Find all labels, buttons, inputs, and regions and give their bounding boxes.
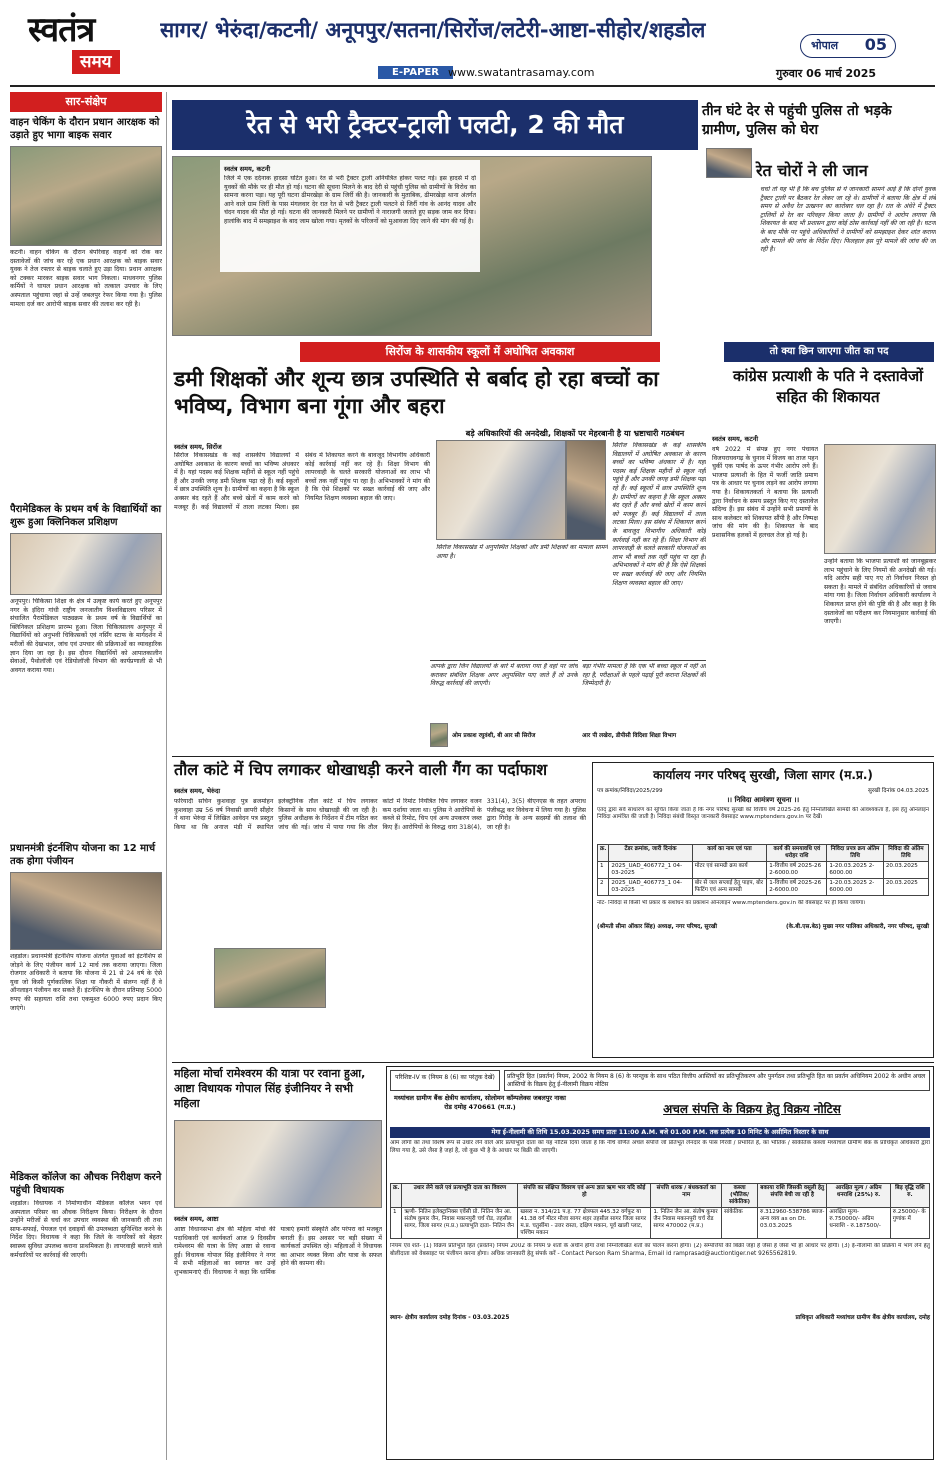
sidebar-story-1-title: वाहन चेकिंग के दौरान प्रधान आरक्षक को उड़ाते हुए भागा बाइक सवार — [10, 117, 160, 141]
section-rule-2 — [172, 1062, 934, 1063]
schools-quote-2 — [582, 660, 706, 752]
sidebar-story-4-title: मेडिकल कॉलेज का औचक निरीक्षण करने पहुंची विधायक — [10, 1172, 162, 1196]
auction-notice — [386, 1066, 934, 1460]
quote-1-avatar — [430, 723, 448, 747]
masthead-cities: सागर/ भेरुंदा/कटनी/ अनूपपुर/सतना/सिरोंज/लटेरी-आष्टा-सीहोर/शहडोल — [160, 18, 706, 42]
lead-inset-photo — [706, 148, 752, 178]
table-row: 2 2025_UAD_406773_1 04-03-2025 बोर से जल सप्लाई हेतु पाइप, बोर फिटिंग एवं अन्य सामग्री 1-वित्तीय वर्ष 2025-26 2-6000.00 1-20.03.2025 2-6000.00 20.03.2025 — [598, 879, 929, 896]
auction-footer-right: प्राधिकृत अधिकारी मध्यांचल ग्रामीण बैंक क्षेत्रीय कार्यालय, दमोह — [795, 1315, 930, 1322]
website-link[interactable]: www.swatantrasamay.com — [448, 66, 595, 79]
yatra-photo — [174, 1120, 382, 1208]
sidebar-story-4-body: शहडोल। विधायक ने निर्माणाधीन मेडिकल कॉलेज भवन एवं अस्पताल परिसर का औचक निरीक्षण किया। निरीक्षण के दौरान उन्होंने मरीजों से चर्चा कर उपचार व्यवस्था की जानकारी ली तथा साफ-सफाई, पेयजल एवं दवाइयों की उपलब्धता सुनिश्चित करने के निर्देश दिए। विधायक ने कहा कि जिले के नागरिकों को बेहतर स्वास्थ्य सुविधा उपलब्ध कराना प्राथमिकता है। लापरवाही बरतने वाले कर्मचारियों पर कार्रवाई की जाएगी। — [10, 1200, 162, 1259]
schools-subhead: बड़े अधिकारियों की अनदेखी, शिक्षकों पर मेहरबानी है या भ्रष्टाचारी गठबंधन — [465, 429, 685, 438]
quote-2-name: आर पी लखेरा, डीपीसी विदिशा शिक्षा विभाग — [582, 733, 677, 739]
gang-byline: स्वतंत्र समय, भेरुंदा — [174, 787, 221, 795]
congress-photo — [824, 444, 936, 554]
tender-col: कार्य की समयावधि एवं धरोहर राशि — [767, 845, 827, 862]
yatra-headline: महिला मोर्चा रामेश्वरम की यात्रा पर रवाना हुआ, आष्टा विधायक गोपाल सिंह इंजीनियर ने सभी महिला — [174, 1067, 366, 1110]
tender-ref: पत्र क्रमांक/निविदा/2025/299 — [597, 788, 663, 794]
sidebar — [10, 92, 162, 1460]
gang-headline: तौल कांटे में चिप लगाकर धोखाधड़ी करने वाली गैंग का पर्दाफाश — [174, 760, 548, 779]
logo — [28, 10, 146, 80]
section-rule-1 — [172, 756, 934, 757]
lead-box-title: रेत चोरों ने ली जान — [756, 161, 868, 180]
schools-photo — [436, 440, 566, 540]
lead-side-headline: तीन घंटे देर से पहुंची पुलिस तो भड़के ग्रामीण, पुलिस को घेरा — [702, 103, 892, 138]
tender-date: सुरखी दिनांक 04.03.2025 — [868, 788, 929, 794]
sidebar-story-3-title: प्रधानमंत्री इंटर्नशिप योजना का 12 मार्च तक होगा पंजीयन — [10, 843, 156, 867]
edition-name: भोपाल — [811, 39, 839, 52]
sidebar-story-3-body: शहडोल। प्रधानमंत्री इंटर्नशिप योजना अंतर्गत युवाओं को इंटर्नशिप से जोड़ने के लिए पंजीयन कार्य 12 मार्च तक कराया जाएगा। जिला रोजगार अधिकारी ने बताया कि योजना में 21 से 24 वर्ष के ऐसे युवा जो किसी पूर्णकालिक शिक्षा या नौकरी में संलग्न नहीं हैं वे ऑनलाइन पंजीयन कर सकते हैं। इंटर्नशिप के दौरान प्रतिमाह 5000 रुपए की सहायता राशि तथा एकमुश्त 6000 रुपए प्रदान किए जाएंगे। — [10, 953, 162, 1012]
auction-footer-left: स्थान- क्षेत्रीय कार्यालय दमोह दिनांक - 03.03.2025 — [390, 1315, 510, 1322]
auction-date-bar: मेगा ई-नीलामी की तिथि 15.03.2025 समय प्रातः 11:00 A.M. बजे 01.00 P.M. तक प्रत्येक 10 मिनिट के असीमित विस्तार के साथ — [390, 1127, 930, 1138]
schools-caption: सिरोंज विकासखंड में अनुपस्थित शिक्षकों और डमी शिक्षकों का मामला सामने आया है। — [436, 544, 608, 560]
page-number: 05 — [864, 35, 887, 54]
auction-rule: प्रतिभूति हित (प्रवर्तन) नियम, 2002 के नियम 8 (6) के परन्तुक के साथ पठित वित्तीय आस्तियों का प्रतिभूतिकरण और पुनर्गठन तथा प्रतिभूति हित का प्रवर्तन अधिनियम 2002 के अधीन अचल आस्तियों के विक्रय हेतु ई-नीलामी विक्रय नोटिस — [504, 1070, 930, 1091]
sidebar-story-1-body: कटनी। वाहन चेकिंग के दौरान बेपरिवाह वाहनों को रोक कर दस्तावेजों की जांच कर रहे एक प्रधान आरक्षक को बाइक सवार युवक ने तेज रफ्तार से बाइक चलाते हुए उड़ा दिया। प्रधान आरक्षक को टक्कर मारकर बाइक सवार भाग निकला। माधवनगर पुलिस कर्मियों ने घायल प्रधान आरक्षक को तत्काल उपचार के लिए अस्पताल पहुंचाया जहां से उन्हें जबलपुर रेफर किया गया है। पुलिस मामला दर्ज कर आरोपी बाइक सवार की तलाश कर रही है। — [10, 249, 162, 308]
yatra-body: आष्टा विधानसभा क्षेत्र की महिला मोर्चा की पदाधिकारी एवं कार्यकर्ता आज 9 दिवसीय रामेश्वरम की यात्रा के लिए आष्टा से रवाना हुईं। विधायक गोपाल सिंह इंजीनियर ने नगर में सभी महिलाओं का स्वागत कर उन्हें शुभकामनाएं दीं। विधायक ने कहा कि धार्मिक यात्राएं हमारी संस्कृति और परंपरा को मजबूत बनाती हैं। इस अवसर पर बड़ी संख्या में कार्यकर्ता उपस्थित रहे। महिलाओं ने विधायक का आभार व्यक्त किया और यात्रा के सफल होने की कामना की। — [174, 1226, 382, 1276]
schools-photo-2 — [566, 440, 606, 540]
auction-appendix: परिशिष्ट-IV क (नियम 8 (6) का परंतुक देखें) — [390, 1070, 500, 1091]
auction-intro: आम लोगों को तथा विशेष रूप से उधार लेने वाले और प्रत्याभूति दाता को यह नोटिस दिया जाता है कि नीचे वर्णित अचल संपत्ति जो प्रतिभूत लेनदार के पास गिरवी / प्रभारित है, का भौतिक / सांकेतिक कब्जा मध्यांचल ग्रामीण बैंक के प्राधिकृत अधिकारी द्वारा लिया गया है, उसे जैसा है जहां है, जो कुछ भी है के आधार पर बिक्री की जाएगी। — [390, 1140, 930, 1154]
tender-note: नोट- निविदा से किसी भी प्रकार के संशोधन का प्रकाशन ऑनलाइन www.mptenders.gov.in की वेबसाइट पर ही किया जायेगा। — [597, 900, 866, 906]
lead-box-body: चर्चा तो यह भी है कि बच पुलिस से ये जानकारी सामने आई है कि दोनों युवक ट्रैक्टर ट्राली पर बैठकर रेत लेकर जा रहे थे। ग्रामीणों ने बताया कि क्षेत्र में लंबे समय से अवैध रेत उत्खनन का कारोबार चल रहा है। रात के अंधेरे में ट्रैक्टर ट्रालियों से रेत का परिवहन किया जाता है। ग्रामीणों ने आरोप लगाया कि शिकायत के बाद भी प्रशासन द्वारा कोई ठोस कार्रवाई नहीं की जा रही है। घटना के बाद मौके पर पहुंचे अधिकारियों ने ग्रामीणों को समझाइश देकर शांत कराया और मामले की जांच के निर्देश दिए। फिलहाल इस पूरे मामले की जांच की जा रही है। — [760, 186, 936, 254]
auction-table: क्र. उधार लेने वाले एवं प्रत्याभूति दाता का विवरण संपत्ति का संक्षिप्त विवरण एवं अन्य ज्ञात ऋण भार यदि कोई हो संपत्ति धारक / बंधककर्ता का नाम कब्जा (भौतिक/ सांकेतिक) बकाया राशि जिसकी वसूली हेतु संपत्ति बेची जा रही है आरक्षित मूल्य / अग्रिम धनराशि (25%) रु. बिड़ वृद्धि राशि रु. 1 ऋणी- नितिन इलेक्ट्रानिक्स एवेंसी प्रो. नितिन जैन आ. संतोष कुमार जैन, निवास मकानपुरी चर्च रोड, तहसील सागर, जिला सागर (म.प्र.) प्रत्याभूति दाता- नितिन जैन खसरा न. 314/21 प.ह. 77 क्षेत्रफल 445.32 वर्गफुट या 41.38 वर्ग मीटर मौजा सागर शहर तहसील सागर जिला सागर म.प्र. चतुर्सीमा - उत्तर रास्ता, दक्षिण मकान, पूर्व खाली प्लाट, पश्चिम मकान 1. नितिन जैन आ. संतोष कुमार जैन निवास मकानपुरी चर्च रोड सागर 470002 (म.प्र.) सांकेतिक रु.312960-538786 ब्याज- अन्य व्यय as on Dt. 03.03.2025 आरक्षित मूल्य- रु.750000/- अग्रिम धनराशि - रु.187500/- रु.25000/- के गुणांक में — [390, 1183, 930, 1239]
lead-text-box — [220, 160, 480, 272]
schools-headline: डमी शिक्षकों और शून्य छात्र उपस्थिति से बर्बाद हो रहा बच्चों का भविष्य, विभाग बना गूंगा और बहरा — [174, 367, 659, 418]
lead-body: जिले में एक दर्दनाक हादसा घटित हुआ। रेत से भरी ट्रैक्टर ट्राली अनियंत्रित होकर पलट गई। इस हादसे में दो युवकों की मौके पर ही मौत हो गई। घटना की सूचना मिलने के बाद देरी से पहुंची पुलिस को ग्रामीणों के विरोध का सामना करना पड़ा। यह पूरी घटना ढीमरखेड़ा के ग्राम जिर्री की है। जानकारी के मुताबिक, ढीमरखेड़ा थाना अंतर्गत आने वाले ग्राम जिर्री के पास मंगलवार देर रात रेत से भरी ट्रैक्टर ट्राली पलटने से जिर्री गांव के आनंद यादव और चंदन यादव की मौत हो गई। घटना की जानकारी मिलने पर ग्रामीणों ने नाराजगी जताते हुए सड़क जाम कर दिया। हालांकि बाद में समझाइश के बाद जाम खोला गया। मृतकों के परिजनों को मुआवजा दिए जाने की मांग की गई है। — [224, 175, 476, 225]
lead-headline: रेत से भरी ट्रैक्टर-ट्राली पलटी, 2 की मौत — [172, 100, 698, 150]
quote-1-text: आपके द्वारा जिन विद्यालयों के बारे में बताया गया है वहां पर जांच कराकर संबंधित शिक्षक अगर अनुपस्थित पाए जाते हैं तो उनके विरुद्ध कार्रवाई की जाएगी। — [430, 663, 578, 688]
sidebar-header: सार-संक्षेप — [10, 92, 162, 112]
tender-col: निविदा प्रपत्र क्रय अंतिम तिथि — [827, 845, 883, 862]
logo-top: स्वतंत्र — [28, 10, 95, 50]
schools-right-text: सिरोंज विकासखंड के कई शासकीय विद्यालयों में अघोषित अवकाश के कारण बच्चों का भविष्य अंधकार में है। यहां पदस्थ कई शिक्षक महीनों से स्कूल नहीं पहुंचे हैं और उनकी जगह डमी शिक्षक पढ़ा रहे हैं। कई स्कूलों में छात्र उपस्थिति शून्य है। ग्रामीणों का कहना है कि स्कूल अक्सर बंद रहते हैं और बच्चे खेतों में काम करने को मजबूर हैं। कई विद्यालयों में ताला लटका मिला। इस संबंध में शिकायत करने के बावजूद विभागीय अधिकारी कोई कार्रवाई नहीं कर रहे हैं। शिक्षा विभाग की लापरवाही के चलते सरकारी योजनाओं का लाभ भी बच्चों तक नहीं पहुंच पा रहा है। अभिभावकों ने मांग की है कि ऐसे शिक्षकों पर सख्त कार्रवाई की जाए और नियमित शिक्षण व्यवस्था बहाल की जाए। — [612, 442, 706, 587]
sidebar-story-2-photo — [10, 533, 162, 595]
congress-body: वर्ष 2022 में संपन्न हुए नगर पंचायत विजयराघवगढ़ के चुनाव में विजय का ताज पहन चुकीं एक पार्षद के ऊपर गंभीर आरोप लगे हैं। भाजपा प्रत्याशी के हित में फर्जी जाति प्रमाण पत्र के आधार पर चुनाव लड़ने का आरोप लगाया गया है। शिकायतकर्ता ने बताया कि प्रत्याशी द्वारा निर्वाचन के समय प्रस्तुत किए गए दस्तावेज संदिग्ध हैं। इस संबंध में उन्होंने सभी प्रमाणों के साथ कलेक्टर को शिकायत सौंपी है और निष्पक्ष जांच की मांग की है। शिकायत के बाद प्रशासनिक हलकों में हलचल तेज हो गई है। — [712, 446, 818, 539]
schools-kicker: सिरोंज के शासकीय स्कूलों में अघोषित अवकाश — [300, 342, 660, 362]
tender-sign-right: (के.बी.एस.बेठ) मुख्य नगर पालिका अधिकारी, नगर परिषद, सुरखी — [785, 924, 929, 930]
congress-headline: कांग्रेस प्रत्याशी के पति ने दस्तावेजों सहित की शिकायत — [732, 367, 924, 406]
tender-intro: एतद् द्वारा सर्व साधारण को सूचित किया जाता है कि नगर परिषद सुरखी को वित्तीय वर्ष 2025-26 हेतु निम्नलिखित सामग्री की आवश्यकता है, इस हेतु ऑनलाइन निविदा आमंत्रित की जाती है। निविदा संबंधी विस्तृत जानकारी वेबसाइट www.mptenders.gov.in पर देखें। — [597, 807, 929, 821]
sidebar-story-3-photo — [10, 872, 162, 950]
tender-notice — [592, 762, 934, 1058]
congress-kicker: तो क्या छिन जाएगा जीत का पद — [724, 342, 934, 362]
schools-quote-1 — [430, 660, 578, 752]
tender-col: निविदा की अंतिम तिथि — [883, 845, 928, 862]
tender-col: क्र. — [598, 845, 609, 862]
auction-bank: मध्यांचल ग्रामीण बैंक क्षेत्रीय कार्यालय, सोलोमन कॉम्पलेक्स जबलपुर नाका रोड दमोह 470661 (म.प्र.) — [394, 1094, 566, 1112]
sidebar-story-1-photo — [10, 146, 162, 246]
issue-date: गुरुवार 06 मार्च 2025 — [776, 67, 877, 80]
masthead — [0, 0, 945, 90]
yatra-byline: स्वतंत्र समय, आष्टा — [174, 1215, 219, 1223]
tender-table — [597, 844, 929, 896]
sidebar-divider — [166, 92, 167, 1460]
gang-photo — [214, 948, 326, 1008]
gang-body: फरियादी सचिन कुशवाहा पुत्र ब्रजमोहन कुशवाहा उम्र 56 वर्ष निवासी छापरी सीहोर ने थाना भेरुंदा में लिखित आवेदन पत्र प्रस्तुत किया था कि अनाज मंडी में स्थापित इलेक्ट्रॉनिक तौल कांटे में चिप लगाकर किसानों के साथ धोखाधड़ी की जा रही है। पुलिस अधीक्षक के निर्देशन में टीम गठित कर जांच की गई। जांच में पाया गया कि तौल कांटों में रिमोट नियंत्रित चिप लगाकर वजन कम दर्शाया जाता था। पुलिस ने आरोपियों के कब्जे से रिमोट, चिप एवं अन्य उपकरण जब्त किए हैं। आरोपियों के विरुद्ध धारा 318(4), 331(4), 3(5) बीएनएस के तहत अपराध पंजीबद्ध कर विवेचना में लिया गया है। पुलिस द्वारा गिरोह के अन्य सदस्यों की तलाश की जा रही है। — [174, 798, 586, 831]
tender-office: कार्यालय नगर परिषद् सुरखी, जिला सागर (म.प्र.) — [653, 768, 873, 782]
edition-box — [800, 34, 896, 58]
congress-body-2: उन्होंने बताया कि भाजपा प्रत्याशी को जानबूझकर लाभ पहुंचाने के लिए नियमों की अनदेखी की गई। यदि आरोप सही पाए गए तो निर्वाचन निरस्त हो सकता है। मामले में संबंधित अधिकारियों से जवाब मांगा गया है। जिला निर्वाचन अधिकारी कार्यालय ने शिकायत प्राप्त होने की पुष्टि की है और कहा है कि दस्तावेजों का परीक्षण कर नियमानुसार कार्रवाई की जाएगी। — [824, 558, 936, 626]
auction-terms: नियम एवं शर्तें- (1) विक्रय प्रतिभूति हित (प्रवर्तन) नियम 2002 के नियम 9 शर्तों के अधीन होगा तथा निम्नलिखित शर्तों का पालन करना होगा। (2) सम्पत्तियों की बिक्री जहां है जैसा है जैसा भी हो आधार पर होगी। (3) ई-नीलामी की प्रक्रिया में भाग लेने हेतु बोलीदाता को वेबसाइट पर पंजीयन करना होगा। अधिक जानकारी हेतु संपर्क करें - Contact Person Ram Sharma, Email id ramprasad@auctiontiger.net 9265562819. — [390, 1243, 930, 1257]
quote-1-name: ओम प्रकाश रघुवंशी, बी आर सी सिरोंज — [452, 733, 536, 739]
congress-byline: स्वतंत्र समय, कटनी — [712, 435, 759, 443]
sidebar-story-2-body: अनूपपुर। चिकित्सा शिक्षा के क्षेत्र में उत्कृष्ट कार्य करते हुए अनूपपुर नगर के इंदिरा गांधी राष्ट्रीय जनजातीय विश्वविद्यालय परिसर में संचालित पैरामेडिकल पाठ्यक्रम के प्रथम वर्ष के विद्यार्थियों का क्लिनिकल प्रशिक्षण प्रारम्भ हुआ। जिला चिकित्सालय अनूपपुर में विद्यार्थियों को अनुभवी चिकित्सकों एवं नर्सिंग स्टाफ के मार्गदर्शन में मरीजों की देखभाल, जांच एवं उपचार की प्रक्रियाओं का व्यावहारिक ज्ञान दिया जा रहा है। इस दौरान विद्यार्थियों को आपातकालीन सेवाओं, पैथोलॉजी एवं रेडियोलॉजी विभाग की कार्यप्रणाली से भी अवगत कराया गया। — [10, 598, 162, 674]
tender-title: ।। निविदा आमंत्रण सूचना ।। — [726, 796, 800, 804]
tender-col: कार्य का नाम एवं पता — [692, 845, 767, 862]
epaper-label: E-PAPER — [378, 66, 453, 79]
table-row: 1 ऋणी- नितिन इलेक्ट्रानिक्स एवेंसी प्रो. नितिन जैन आ. संतोष कुमार जैन, निवास मकानपुरी चर्च रोड, तहसील सागर, जिला सागर (म.प्र.) प्रत्याभूति दाता- नितिन जैन खसरा न. 314/21 प.ह. 77 क्षेत्रफल 445.32 वर्गफुट या 41.38 वर्ग मीटर मौजा सागर शहर तहसील सागर जिला सागर म.प्र. चतुर्सीमा - उत्तर रास्ता, दक्षिण मकान, पूर्व खाली प्लाट, पश्चिम मकान 1. नितिन जैन आ. संतोष कुमार जैन निवास मकानपुरी चर्च रोड सागर 470002 (म.प्र.) सांकेतिक रु.312960-538786 ब्याज- अन्य व्यय as on Dt. 03.03.2025 आरक्षित मूल्य- रु.750000/- अग्रिम धनराशि - रु.187500/- रु.25000/- के गुणांक में — [391, 1208, 930, 1239]
quote-2-text: बड़ा गंभीर मामला है कि एक भी बच्चा स्कूल में नहीं आ रहा है, परीक्षाओं के पहले पढ़ाई पूरी कराना शिक्षकों की जिम्मेदारी है। — [582, 663, 706, 688]
tender-col: टेंडर क्रमांक, जारी दिनांक — [609, 845, 692, 862]
lead-byline: स्वतंत्र समय, कटनी — [224, 165, 271, 173]
schools-body: सिरोंज विकासखंड के कई शासकीय विद्यालयों में अघोषित अवकाश के कारण बच्चों का भविष्य अंधकार में है। यहां पदस्थ कई शिक्षक महीनों से स्कूल नहीं पहुंचे हैं और उनकी जगह डमी शिक्षक पढ़ा रहे हैं। कई स्कूलों में छात्र उपस्थिति शून्य है। ग्रामीणों का कहना है कि स्कूल अक्सर बंद रहते हैं और बच्चे खेतों में काम करने को मजबूर हैं। कई विद्यालयों में ताला लटका मिला। इस संबंध में शिकायत करने के बावजूद विभागीय अधिकारी कोई कार्रवाई नहीं कर रहे हैं। शिक्षा विभाग की लापरवाही के चलते सरकारी योजनाओं का लाभ भी बच्चों तक नहीं पहुंच पा रहा है। अभिभावकों ने मांग की है कि ऐसे शिक्षकों पर सख्त कार्रवाई की जाए और नियमित शिक्षण व्यवस्था बहाल की जाए। — [174, 452, 430, 511]
auction-title: अचल संपत्ति के विक्रय हेतु विक्रय नोटिस — [663, 1102, 841, 1117]
schools-byline: स्वतंत्र समय, सिरोंज — [174, 443, 222, 451]
table-row: 1 2025_UAD_406772_1 04-03-2025 मोटर एवं सामग्री क्रय कार्य 1-वित्तीय वर्ष 2025-26 2-6000.00 1-20.03.2025 2-6000.00 20.03.2025 — [598, 862, 929, 879]
sidebar-story-2-title: पैरामेडिकल के प्रथम वर्ष के विद्यार्थियों का शुरू हुआ क्लिनिकल प्रशिक्षण — [10, 504, 162, 528]
tender-sign-left: (श्रीमती सीमा ऑकार सिंह) अध्यक्ष, नगर परिषद, सुरखी — [597, 924, 717, 930]
logo-bottom: समय — [72, 50, 120, 74]
masthead-rule — [10, 85, 935, 87]
